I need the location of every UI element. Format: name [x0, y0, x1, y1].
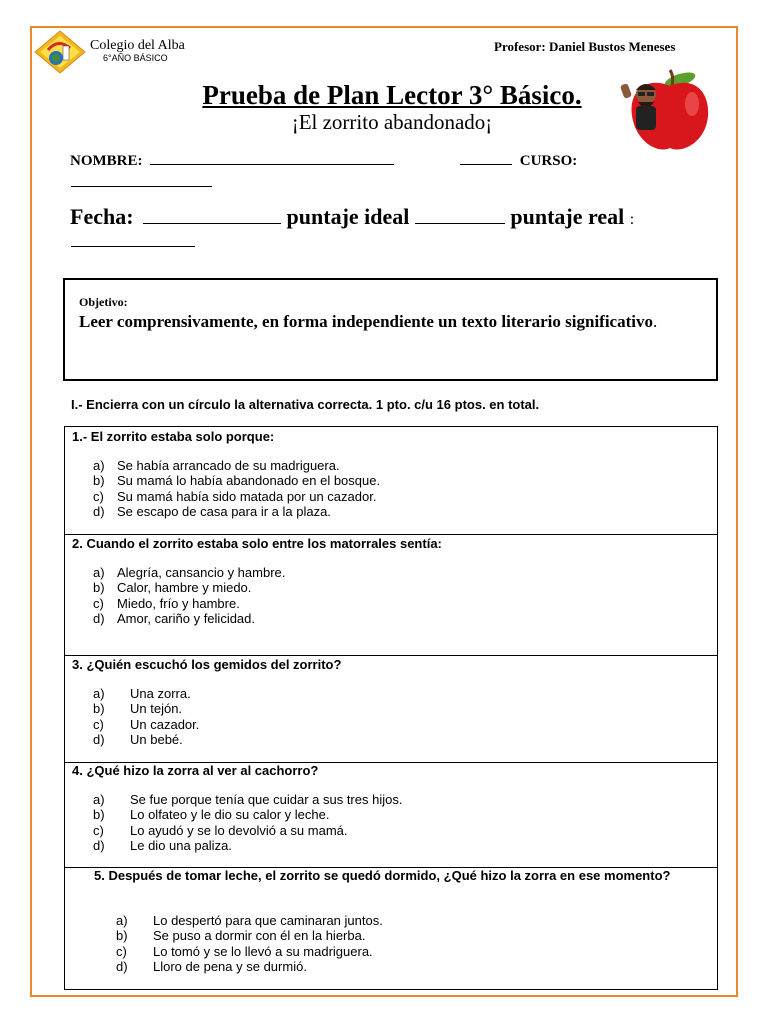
- apple-avatar-icon: [608, 68, 714, 154]
- name-blank[interactable]: [150, 152, 394, 165]
- date-blank[interactable]: [143, 204, 281, 224]
- option-item[interactable]: a) Una zorra.: [93, 686, 191, 701]
- option-item[interactable]: b) Lo olfateo y le dio su calor y leche.: [93, 807, 330, 823]
- page-title: Prueba de Plan Lector 3° Básico.: [202, 80, 582, 110]
- option-item[interactable]: c) Lo ayudó y se lo devolvió a su mamá.: [93, 822, 348, 838]
- question-title: 1.- El zorrito estaba solo porque:: [72, 429, 275, 444]
- option-item[interactable]: d) Lloro de pena y se durmió.: [116, 958, 307, 974]
- date-label: Fecha:: [70, 204, 134, 229]
- instructions: I.- Encierra con un círculo la alternativa correcta. 1 pto. c/u 16 ptos. en total.: [71, 397, 540, 412]
- objective-label: Objetivo:: [79, 295, 128, 309]
- question-4: [65, 762, 717, 867]
- real-score-colon: :: [629, 211, 635, 228]
- score-row: [70, 204, 634, 230]
- option-item[interactable]: d) Amor, cariño y felicidad.: [93, 610, 256, 626]
- real-score-blank[interactable]: [71, 246, 195, 247]
- option-item[interactable]: c) Un cazador.: [93, 716, 200, 732]
- school-logo-icon: [34, 30, 86, 74]
- option-item[interactable]: c) Lo tomó y se lo llevó a su madriguera.: [116, 943, 373, 959]
- option-item[interactable]: d) Un bebé.: [93, 731, 183, 747]
- question-title: 5. Después de tomar leche, el zorrito se quedó dormido, ¿Qué hizo la zorra en ese momento?: [94, 868, 671, 883]
- option-item[interactable]: b) Calor, hambre y miedo.: [93, 580, 252, 596]
- course-blank[interactable]: [71, 186, 212, 187]
- option-item[interactable]: a) Alegría, cansancio y hambre.: [93, 565, 286, 580]
- options-list: [93, 565, 285, 626]
- question-5: [65, 867, 717, 989]
- options-list: [93, 792, 402, 853]
- school-grade: 6°AÑO BÁSICO: [103, 53, 168, 63]
- options-list: [93, 458, 380, 519]
- option-item[interactable]: d) Le dio una paliza.: [93, 837, 232, 853]
- option-item[interactable]: b) Un tejón.: [93, 701, 183, 717]
- name-label: NOMBRE:: [70, 153, 143, 169]
- option-item[interactable]: a) Se había arrancado de su madriguera.: [93, 458, 340, 473]
- question-3: [65, 655, 717, 762]
- options-list: [116, 913, 383, 974]
- ideal-score-blank[interactable]: [415, 204, 505, 224]
- objective-box: [63, 278, 718, 381]
- option-item[interactable]: c) Su mamá había sido matada por un cazador.: [93, 488, 377, 504]
- objective-period: .: [652, 312, 658, 331]
- page-subtitle: ¡El zorrito abandonado¡: [291, 110, 493, 134]
- option-item[interactable]: d) Se escapo de casa para ir a la plaza.: [93, 503, 331, 519]
- option-item[interactable]: a) Se fue porque tenía que cuidar a sus tres hijos.: [93, 792, 403, 807]
- name-field[interactable]: [70, 152, 394, 170]
- course-field[interactable]: [460, 152, 577, 170]
- options-list: [93, 686, 199, 747]
- questions-table: [64, 426, 718, 990]
- question-title: 3. ¿Quién escuchó los gemidos del zorrito?: [72, 657, 342, 672]
- course-label: CURSO:: [519, 153, 578, 169]
- real-score-label: puntaje real: [510, 204, 625, 229]
- option-item[interactable]: c) Miedo, frío y hambre.: [93, 595, 240, 611]
- teacher-name: Profesor: Daniel Bustos Meneses: [494, 39, 676, 54]
- option-item[interactable]: a) Lo despertó para que caminaran juntos.: [116, 913, 383, 928]
- school-name: Colegio del Alba: [90, 38, 185, 53]
- option-item[interactable]: b) Su mamá lo había abandonado en el bosque.: [93, 473, 381, 489]
- question-title: 2. Cuando el zorrito estaba solo entre los matorrales sentía:: [72, 536, 442, 551]
- course-blank-prefix[interactable]: [460, 152, 512, 165]
- ideal-score-label: puntaje ideal: [286, 204, 410, 229]
- question-title: 4. ¿Qué hizo la zorra al ver al cachorro?: [72, 763, 319, 778]
- objective-body: Leer comprensivamente, en forma independiente un texto literario significativo: [79, 312, 653, 331]
- question-1: [65, 427, 717, 534]
- question-2: [65, 534, 717, 655]
- objective-text: [79, 311, 699, 332]
- option-item[interactable]: b) Se puso a dormir con él en la hierba.: [116, 928, 366, 944]
